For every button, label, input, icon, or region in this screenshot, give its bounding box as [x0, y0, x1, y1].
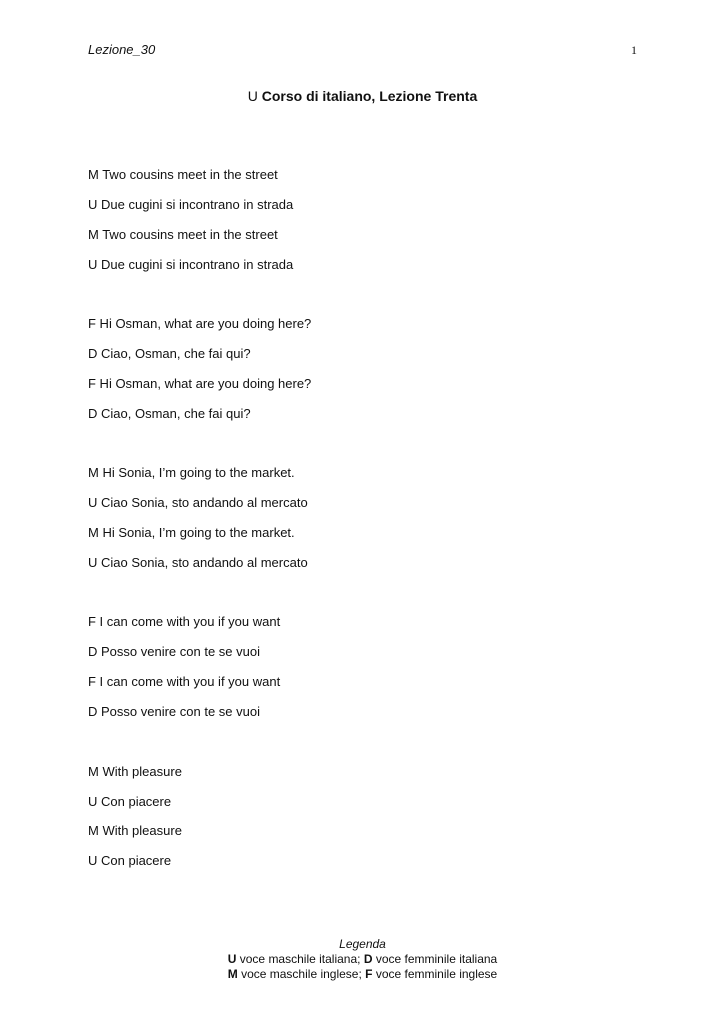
legend-text: voce femminile italiana — [372, 952, 498, 966]
legend-code: M — [227, 967, 238, 981]
dialogue-line: F Hi Osman, what are you doing here? — [88, 316, 312, 331]
dialogue-line: F I can come with you if you want — [88, 674, 281, 689]
page-number: 1 — [631, 43, 637, 57]
header-lesson-label: Lezione_30 — [88, 42, 156, 57]
dialogue-line: U Due cugini si incontrano in strada — [88, 257, 294, 272]
legend-code: D — [363, 952, 373, 966]
dialogue-line: U Ciao Sonia, sto andando al mercato — [88, 495, 308, 510]
dialogue-line: U Con piacere — [88, 794, 172, 809]
dialogue-line: M Two cousins meet in the street — [88, 167, 278, 182]
title-text: Corso di italiano, Lezione Trenta — [261, 88, 478, 104]
document-title — [0, 88, 725, 104]
legend-text: voce maschile inglese; — [237, 967, 366, 981]
legend-code: F — [365, 967, 373, 981]
dialogue-line: M Hi Sonia, I’m going to the market. — [88, 525, 295, 540]
dialogue-line: D Posso venire con te se vuoi — [88, 704, 260, 719]
dialogue-line: U Ciao Sonia, sto andando al mercato — [88, 555, 308, 570]
dialogue-line: D Posso venire con te se vuoi — [88, 644, 260, 659]
legend-title: Legenda — [339, 937, 386, 951]
dialogue-line: M With pleasure — [88, 764, 182, 779]
dialogue-line: F I can come with you if you want — [88, 614, 281, 629]
legend-text: voce femminile inglese — [372, 967, 498, 981]
title-prefix: U — [247, 88, 262, 104]
dialogue-line: M With pleasure — [88, 823, 182, 838]
dialogue-line: D Ciao, Osman, che fai qui? — [88, 406, 251, 421]
legend-row-italian — [0, 951, 725, 967]
dialogue-line: D Ciao, Osman, che fai qui? — [88, 346, 251, 361]
dialogue-line: U Due cugini si incontrano in strada — [88, 197, 294, 212]
dialogue-line: M Two cousins meet in the street — [88, 227, 278, 242]
dialogue-line: U Con piacere — [88, 853, 172, 868]
legend-code: U — [227, 952, 237, 966]
legend-row-english — [0, 966, 725, 982]
dialogue-line: F Hi Osman, what are you doing here? — [88, 376, 312, 391]
dialogue-line: M Hi Sonia, I’m going to the market. — [88, 465, 295, 480]
legend-text: voce maschile italiana; — [236, 952, 364, 966]
